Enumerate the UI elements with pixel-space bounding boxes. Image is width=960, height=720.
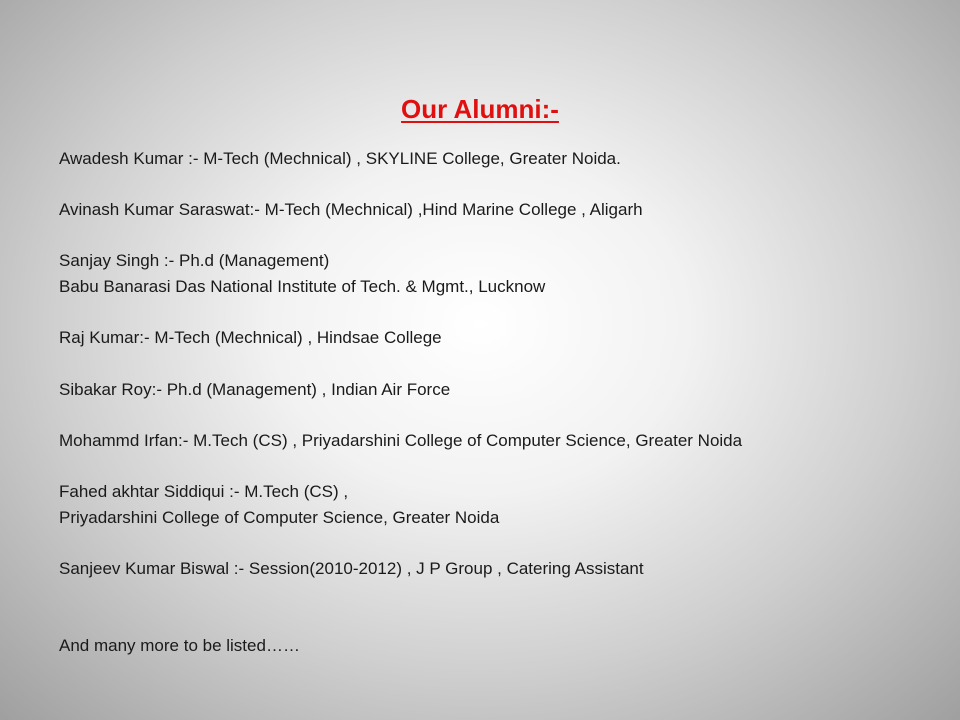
alumni-line-sanjay-singh: Sanjay Singh :- Ph.d (Management) bbox=[59, 251, 330, 270]
alumni-line-awadesh-kumar: Awadesh Kumar :- M-Tech (Mechnical) , SKYLINE College, Greater Noida. bbox=[59, 149, 621, 168]
alumni-line-fahed-akhtar-siddiqui-college: Priyadarshini College of Computer Science, Greater Noida bbox=[59, 508, 500, 527]
alumni-line-avinash-kumar-saraswat: Avinash Kumar Saraswat:- M-Tech (Mechnical) ,Hind Marine College , Aligarh bbox=[59, 200, 643, 219]
slide-title: Our Alumni:- bbox=[401, 94, 559, 124]
alumni-line-raj-kumar: Raj Kumar:- M-Tech (Mechnical) , Hindsae College bbox=[59, 328, 442, 347]
alumni-line-sanjay-singh-institute: Babu Banarasi Das National Institute of Tech. & Mgmt., Lucknow bbox=[59, 277, 546, 296]
closing-line: And many more to be listed…… bbox=[59, 636, 300, 655]
alumni-line-sanjeev-kumar-biswal: Sanjeev Kumar Biswal :- Session(2010-2012) , J P Group , Catering Assistant bbox=[59, 559, 644, 578]
alumni-line-sibakar-roy: Sibakar Roy:- Ph.d (Management) , Indian Air Force bbox=[59, 380, 451, 399]
alumni-line-fahed-akhtar-siddiqui: Fahed akhtar Siddiqui :- M.Tech (CS) , bbox=[59, 482, 349, 501]
alumni-line-mohammd-irfan: Mohammd Irfan:- M.Tech (CS) , Priyadarshini College of Computer Science, Greater Noida bbox=[59, 431, 743, 450]
